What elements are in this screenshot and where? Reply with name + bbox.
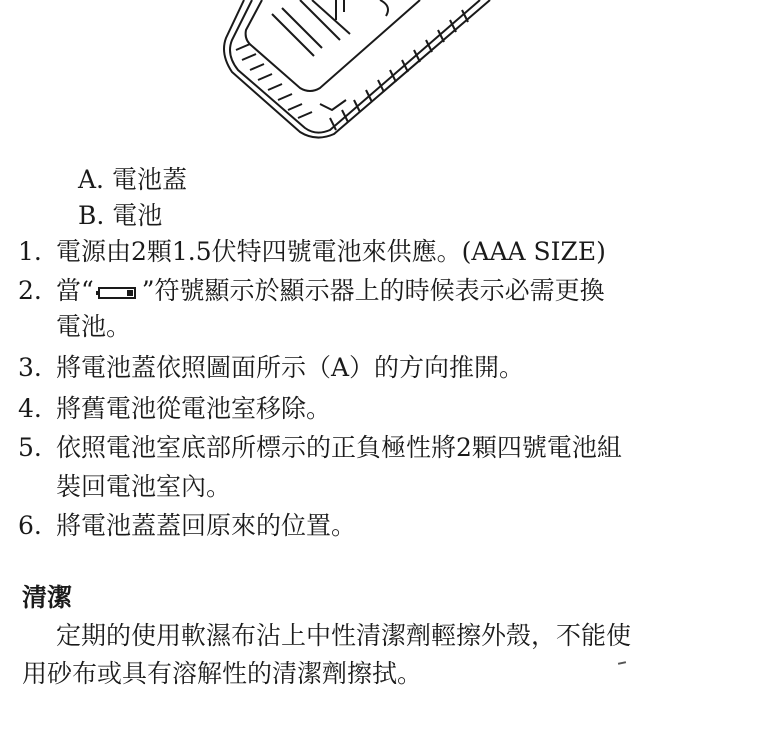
legend-letter: B. (78, 201, 105, 230)
step-text (56, 275, 605, 307)
step-number: 5. (18, 433, 42, 462)
step-number: 2. (18, 276, 42, 305)
step-text: 將電池蓋蓋回原來的位置。 (56, 511, 357, 540)
legend-item-b (78, 200, 162, 232)
step-text: 電源由2顆1.5伏特四號電池來供應。(AAA SIZE) (56, 237, 606, 266)
legend-letter: A. (78, 165, 105, 194)
step-number: 4. (18, 394, 42, 423)
step-number: 1. (18, 237, 42, 266)
battery-low-icon (95, 286, 141, 300)
step-2-continuation (56, 311, 131, 343)
step-text-prefix: 當“ (56, 276, 94, 305)
step-text: 將電池蓋依照圖面所示（A）的方向推開。 (56, 353, 525, 382)
step-text: 電池。 (56, 312, 132, 341)
step-text: 將舊電池從電池室移除。 (56, 394, 332, 423)
scan-speck (618, 661, 626, 665)
cleaning-paragraph-line-1: 定期的使用軟濕布沾上中性清潔劑輕擦外殼，不能使 (56, 621, 632, 650)
step-5-continuation (56, 471, 231, 503)
step-number: 6. (18, 511, 42, 540)
section-heading-cleaning: 清潔 (22, 583, 73, 612)
step-text-suffix: ”符號顯示於顯示器上的時候表示必需更換 (141, 276, 605, 305)
legend-item-a (78, 164, 187, 196)
battery-compartment-illustration (0, 0, 760, 140)
step-number: 3. (18, 353, 42, 382)
legend-text: 電池 (112, 201, 163, 230)
step-text: 裝回電池室內。 (56, 472, 232, 501)
step-text: 依照電池室底部所標示的正負極性將2顆四號電池組 (56, 433, 622, 462)
legend-text: 電池蓋 (111, 165, 187, 194)
cleaning-paragraph-line-2: 用砂布或具有溶解性的清潔劑擦拭。 (22, 659, 423, 688)
